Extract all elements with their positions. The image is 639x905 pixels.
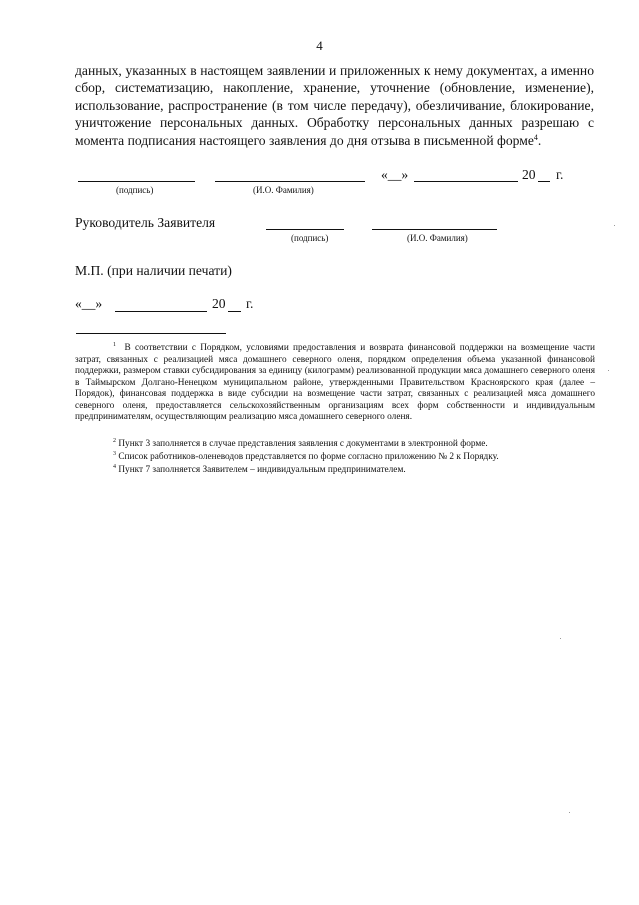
- date-year-line[interactable]: [228, 311, 241, 312]
- head-signature-caption: (подпись): [291, 233, 329, 243]
- footnote-2: [113, 439, 488, 449]
- head-signature-line[interactable]: [266, 229, 344, 230]
- scan-speck: [608, 370, 609, 371]
- date-month-line[interactable]: [414, 181, 518, 182]
- date-year-prefix: 20: [522, 167, 536, 182]
- scan-speck: [560, 638, 561, 639]
- date-year-suffix: г.: [246, 296, 254, 311]
- seal-note: М.П. (при наличии печати): [75, 263, 232, 278]
- footnote-text: В соответствии с Порядком, условиями предоставления и возврата финансовой поддержки на возмещение части затрат, связанных с реализацией мяса домашнего северного оленя, порядком определения объема указанной финансовой поддержки, размером ставки субсидирования за единицу (килограмм) реализованной продукции мяса домашнего северного оленя в Таймырском Долгано-Ненецком муниципальном районе, утвержденными Правительством Красноярского края (далее – Порядок), финансовая поддержка в виде субсидии на возмещение части затрат, связанных с реализацией мяса домашнего северного оленя, предоставляется сельскохозяйственным организациям всех форм собственности и индивидуальным предпринимателям, осуществляющим реализацию мяса домашнего северного оленя.: [75, 343, 595, 422]
- date-day: «__»: [75, 296, 103, 311]
- consent-text: данных, указанных в настоящем заявлении и приложенных к нему документах, а именно сбор, систематизацию, накопление, хранение, уточнение (обновление, изменение), использование, распространение (в том числе передачу), обезличивание, блокирование, уничтожение персональных данных. Обработку персональных данных разрешаю с момента подписания настоящего заявления до дня отзыва в письменной форме: [75, 63, 594, 148]
- date-day: «__»: [381, 167, 409, 182]
- footnote-3: [113, 452, 499, 462]
- date-year-suffix: г.: [556, 167, 564, 182]
- footnote-4: [113, 465, 406, 475]
- footnote-number: 3: [113, 451, 116, 457]
- head-name-caption: (И.О. Фамилия): [407, 233, 468, 243]
- footnote-text: Список работников-оленеводов представляется по форме согласно приложению № 2 к Порядку.: [118, 452, 499, 462]
- head-name-line[interactable]: [372, 229, 497, 230]
- footnote-ref-4: 4: [533, 132, 538, 142]
- page-number: 4: [316, 38, 323, 53]
- name-caption: (И.О. Фамилия): [253, 185, 314, 195]
- footnote-number: 2: [113, 438, 116, 444]
- scan-speck: [569, 812, 570, 813]
- date-year-line[interactable]: [538, 181, 550, 182]
- footnote-separator: [76, 333, 226, 334]
- footnote-text: Пункт 3 заполняется в случае представления заявления с документами в электронной форме.: [118, 439, 488, 449]
- signature-line[interactable]: [78, 181, 195, 182]
- date-month-line[interactable]: [115, 311, 207, 312]
- name-line[interactable]: [215, 181, 365, 182]
- footnote-number: 4: [113, 464, 116, 470]
- footnote-number: 1: [113, 342, 116, 348]
- footnote-text: Пункт 7 заполняется Заявителем – индивидуальным предпринимателем.: [118, 465, 406, 475]
- footnote-1: [75, 343, 595, 424]
- scan-speck: [614, 225, 615, 226]
- head-label: Руководитель Заявителя: [75, 215, 216, 230]
- date-year-prefix: 20: [212, 296, 226, 311]
- signature-caption: (подпись): [116, 185, 154, 195]
- consent-paragraph: данных, указанных в настоящем заявлении и приложенных к нему документах, а именно сбор, систематизацию, накопление, хранение, уточнение (обновление, изменение), использование, распространение (в том числе передачу), обезличивание, блокирование, уничтожение персональных данных. Обработку персональных данных разрешаю с момента подписания настоящего заявления до дня отзыва в письменной форме$^4$.: [75, 63, 594, 148]
